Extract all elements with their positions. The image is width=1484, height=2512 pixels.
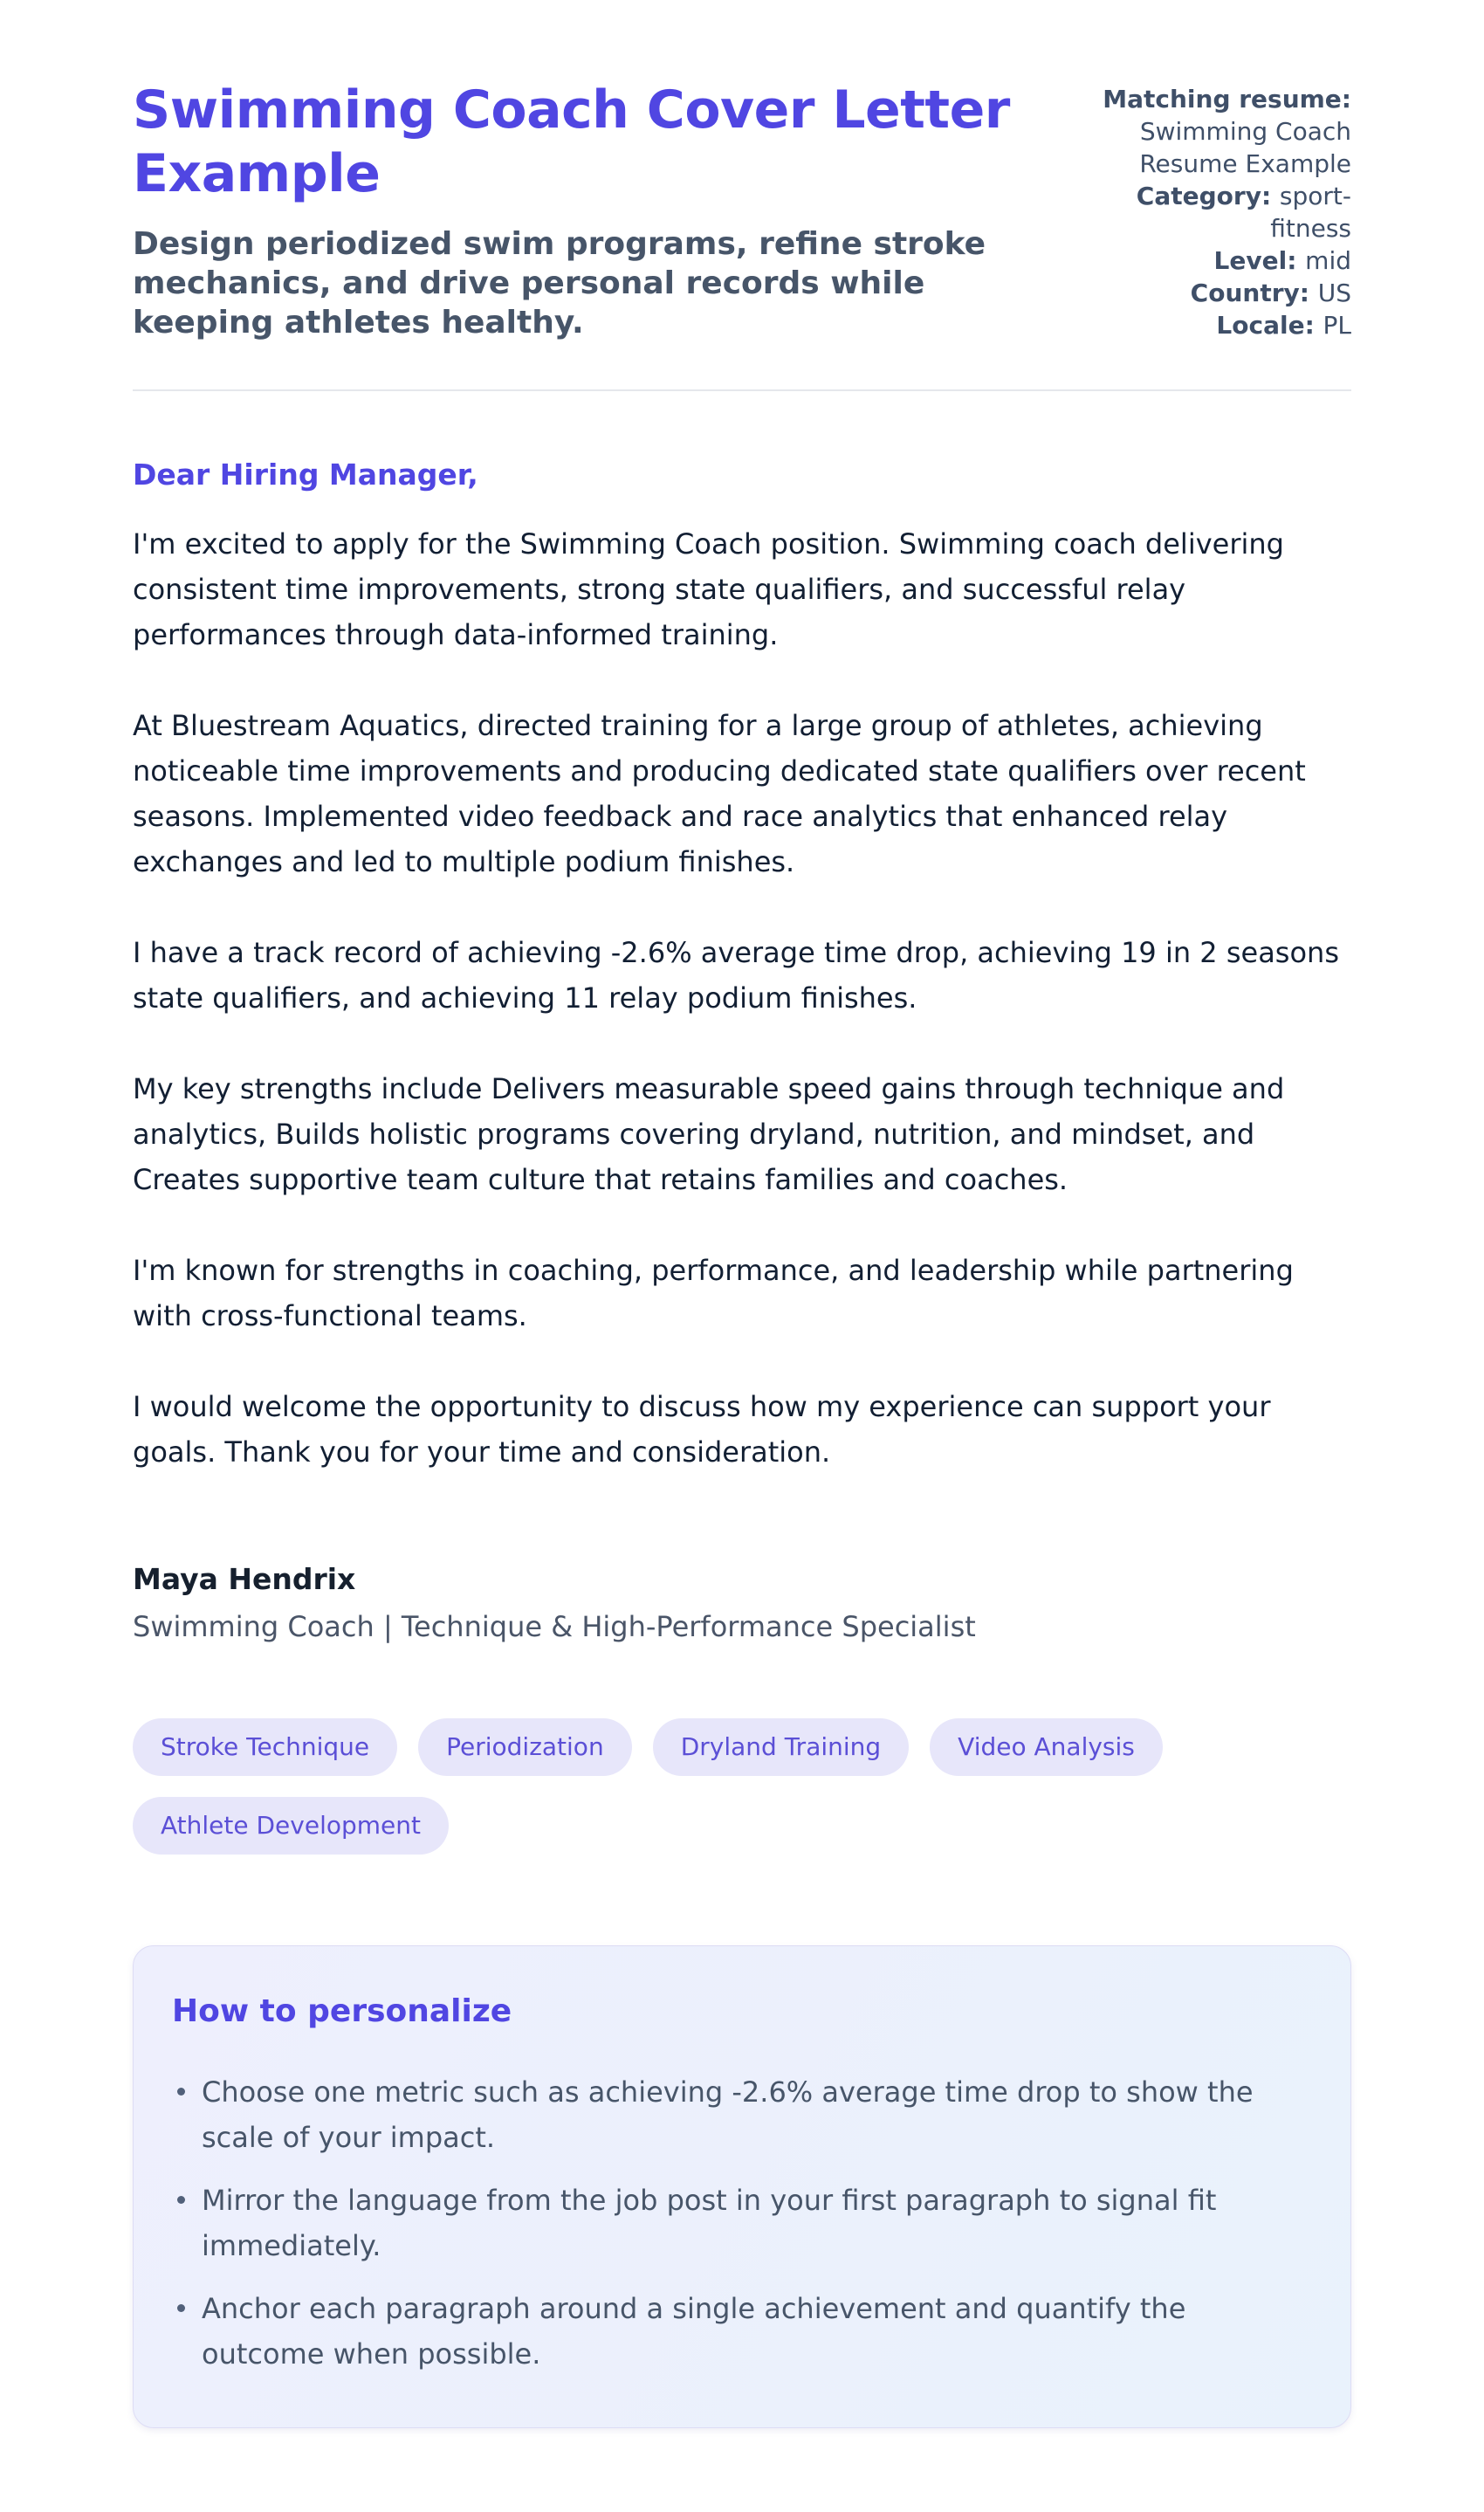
tip-item: Choose one metric such as achieving -2.6% average time drop to show the scale of your impact.	[172, 2069, 1298, 2160]
meta-label: Level:	[1213, 245, 1306, 275]
letter-paragraph: My key strengths include Delivers measurable speed gains through technique and analytics, Builds holistic programs covering dryland, nutrition, and mindset, and Creates supportive team culture that retains families and coaches.	[133, 1072, 1285, 1197]
tag-pill-dryland-training: Dryland Training	[653, 1718, 909, 1776]
letter-greeting: Dear Hiring Manager,	[133, 458, 478, 492]
tag-pill-athlete-development: Athlete Development	[133, 1797, 449, 1855]
tips-list	[172, 2069, 1298, 2377]
meta-value: PL	[1323, 310, 1351, 340]
meta-value: Swimming Coach Resume Example	[1139, 116, 1351, 178]
letter-paragraph: I'm known for strengths in coaching, performance, and leadership while partnering with cross-functional teams.	[133, 1254, 1294, 1333]
meta-value: US	[1317, 278, 1351, 307]
tip-item: Anchor each paragraph around a single achievement and quantify the outcome when possible.	[172, 2286, 1298, 2377]
page-header	[133, 79, 1351, 391]
meta-value: mid	[1305, 245, 1351, 275]
letter-paragraph: At Bluestream Aquatics, directed training for a large group of athletes, achieving noticeable time improvements and producing dedicated state qualifiers over recent seasons. Implemented video feedback and race analytics that enhanced relay exchanges and led to multiple podium finishes.	[133, 709, 1306, 879]
tag-pill-video-analysis: Video Analysis	[930, 1718, 1163, 1776]
meta-row-level	[1063, 245, 1351, 278]
meta-block	[1063, 84, 1351, 342]
meta-label: Category:	[1136, 181, 1280, 210]
meta-row-matching-resume	[1063, 84, 1351, 181]
meta-row-locale	[1063, 310, 1351, 342]
meta-label: Matching resume:	[1103, 85, 1351, 114]
meta-value: sport-fitness	[1270, 181, 1351, 243]
meta-row-category	[1063, 181, 1351, 245]
meta-label: Locale:	[1216, 310, 1323, 340]
how-to-personalize-card	[133, 1945, 1351, 2428]
signature-block	[133, 1562, 1351, 1643]
signature-role: Swimming Coach | Technique & High-Performance Specialist	[133, 1610, 976, 1644]
tips-heading: How to personalize	[172, 1993, 512, 2030]
title-block	[133, 79, 1032, 342]
skill-tags-row	[133, 1718, 1351, 1855]
letter-paragraph: I'm excited to apply for the Swimming Coach position. Swimming coach delivering consistent time improvements, strong state qualifiers, and successful relay performances through data-informed training.	[133, 527, 1284, 652]
meta-row-country	[1063, 278, 1351, 310]
tip-item: Mirror the language from the job post in your first paragraph to signal fit immediately.	[172, 2178, 1298, 2268]
letter-paragraph: I have a track record of achieving -2.6% average time drop, achieving 19 in 2 seasons state qualifiers, and achieving 11 relay podium finishes.	[133, 936, 1339, 1015]
page-title: Swimming Coach Cover Letter Example	[133, 79, 1010, 205]
tag-pill-periodization: Periodization	[418, 1718, 632, 1776]
page-subtitle: Design periodized swim programs, refine stroke mechanics, and drive personal records while keeping athletes healthy.	[133, 226, 986, 341]
meta-label: Country:	[1190, 278, 1318, 307]
signature-name: Maya Hendrix	[133, 1562, 356, 1597]
letter-paragraph: I would welcome the opportunity to discuss how my experience can support your goals. Thank you for your time and consideration.	[133, 1390, 1271, 1469]
letter-body	[133, 458, 1351, 1643]
tag-pill-stroke-technique: Stroke Technique	[133, 1718, 397, 1776]
